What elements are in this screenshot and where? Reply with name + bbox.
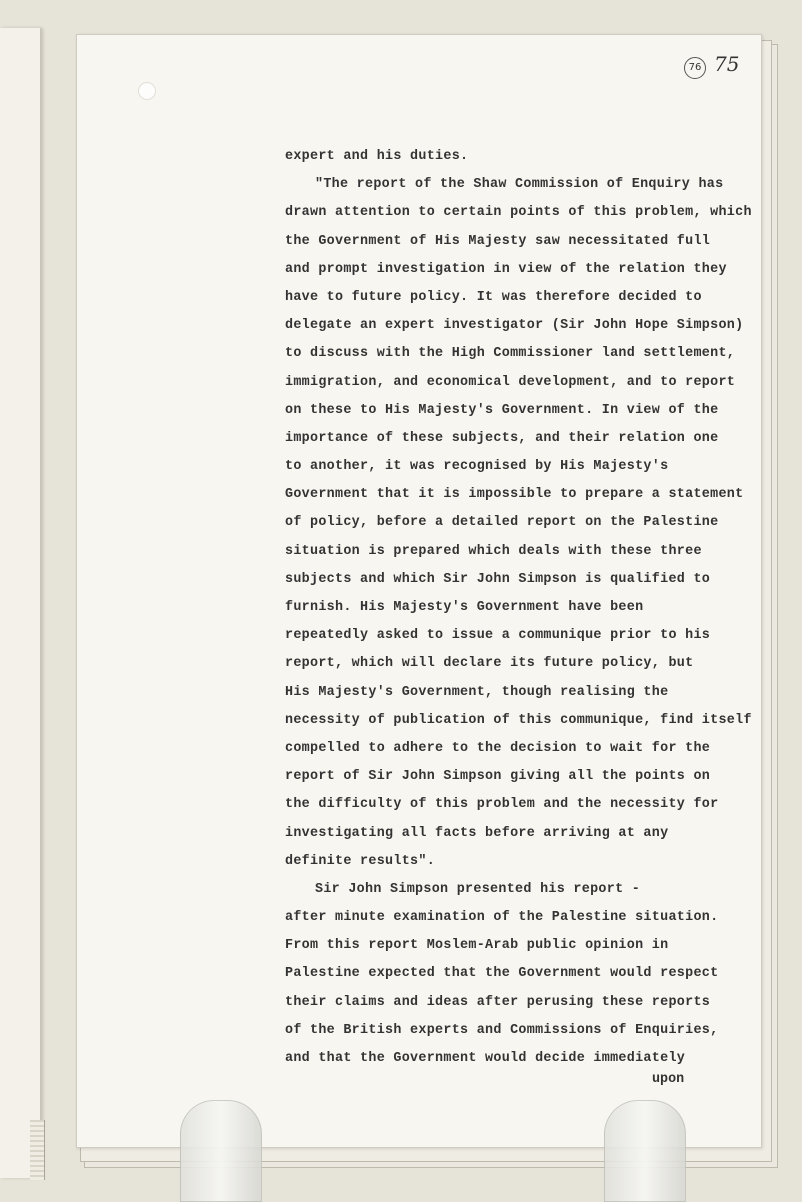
- text-line: subjects and which Sir John Simpson is qualified to: [285, 571, 711, 587]
- text-line: From this report Moslem-Arab public opinion in: [285, 938, 669, 954]
- text-line: necessity of publication of this communique, find itself: [285, 712, 752, 728]
- text-line: expert and his duties.: [285, 149, 469, 164]
- typed-text-body: [285, 143, 765, 1073]
- text-line: His Majesty's Government, though realising the: [285, 684, 669, 700]
- text-line: report, which will declare its future policy, but: [285, 656, 694, 672]
- text-line: report of Sir John Simpson giving all the points on: [285, 769, 711, 785]
- text-line: compelled to adhere to the decision to wait for the: [285, 740, 711, 756]
- text-line: Palestine expected that the Government would respect: [285, 966, 719, 982]
- text-line: drawn attention to certain points of this problem, which: [285, 205, 752, 221]
- text-line: Sir John Simpson presented his report -: [315, 881, 641, 897]
- text-line: after minute examination of the Palestine situation.: [285, 910, 719, 926]
- text-line: on these to His Majesty's Government. In view of the: [285, 402, 719, 418]
- text-line: delegate an expert investigator (Sir John Hope Simpson): [285, 318, 744, 334]
- text-line: the Government of His Majesty saw necessitated full: [285, 233, 711, 249]
- text-line: situation is prepared which deals with these three: [285, 543, 702, 559]
- text-line: to another, it was recognised by His Majesty's: [285, 459, 669, 475]
- punch-hole: [138, 82, 156, 100]
- text-line: furnish. His Majesty's Government have been: [285, 600, 644, 615]
- text-line: have to future policy. It was therefore decided to: [285, 289, 702, 305]
- text-line: repeatedly asked to issue a communique prior to his: [285, 628, 711, 644]
- text-line: definite results".: [285, 853, 436, 869]
- text-line: immigration, and economical development, and to report: [285, 374, 736, 390]
- catchword: upon: [652, 1072, 685, 1087]
- text-line: of the British experts and Commissions of Enquiries,: [285, 1022, 719, 1038]
- folio-number-handwritten: 75: [714, 52, 740, 76]
- facing-page-stack: [30, 1120, 45, 1180]
- facing-page-edge: [0, 28, 41, 1178]
- text-line: their claims and ideas after perusing these reports: [285, 994, 711, 1010]
- text-line: of policy, before a detailed report on the Palestine: [285, 515, 719, 531]
- page-holder-stand-right: [604, 1100, 686, 1202]
- page-holder-stand-left: [180, 1100, 262, 1202]
- text-line: Government that it is impossible to prepare a statement: [285, 487, 744, 503]
- text-line: "The report of the Shaw Commission of Enquiry has: [315, 177, 724, 193]
- text-line: and that the Government would decide immediately: [285, 1051, 686, 1066]
- text-line: investigating all facts before arriving at any: [285, 825, 669, 841]
- text-line: the difficulty of this problem and the necessity for: [285, 797, 719, 813]
- text-line: to discuss with the High Commissioner land settlement,: [285, 346, 736, 362]
- text-line: importance of these subjects, and their relation one: [285, 430, 719, 446]
- text-line: and prompt investigation in view of the relation they: [285, 261, 727, 277]
- folio-number-stamp: 76: [684, 57, 706, 79]
